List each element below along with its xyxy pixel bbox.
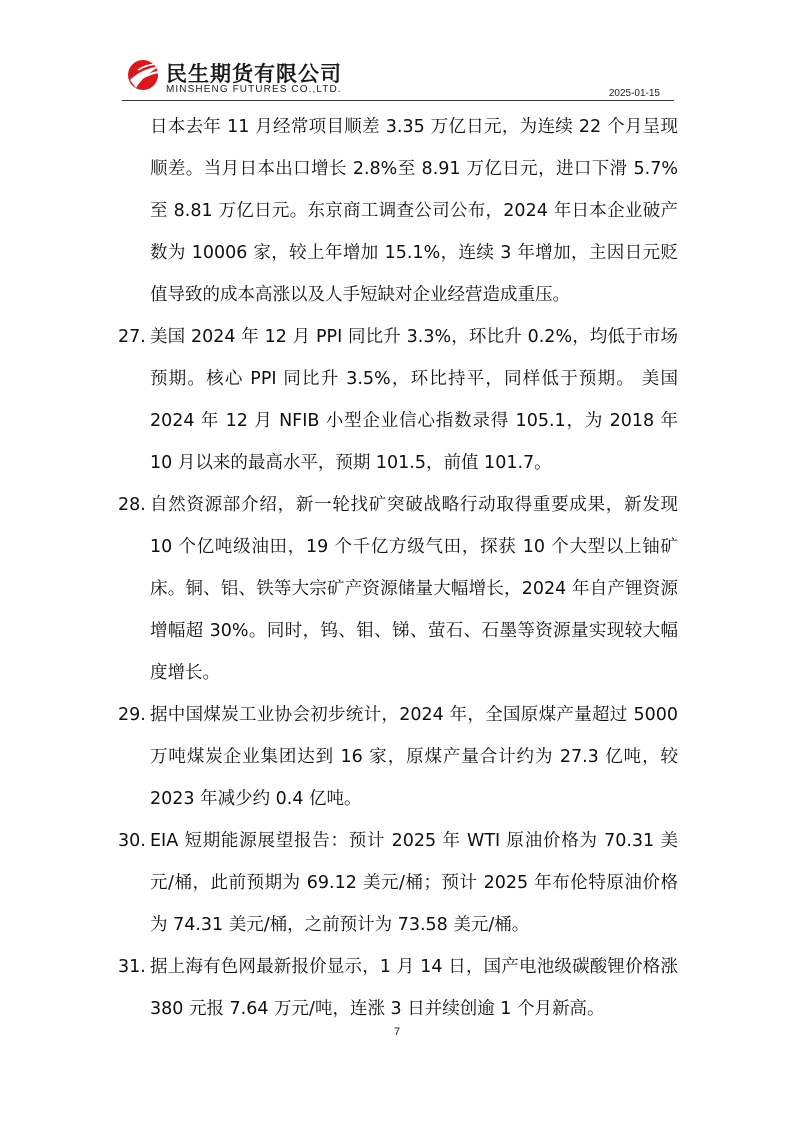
item-number: 31. bbox=[118, 957, 146, 977]
item-number: 27. bbox=[118, 327, 146, 347]
list-item bbox=[118, 484, 678, 694]
company-name-en: MINSHENG FUTURES CO.,LTD. bbox=[166, 84, 342, 95]
item-text: 据中国煤炭工业协会初步统计，2024 年，全国原煤产量超过 5000 万吨煤炭企业集团达到 16 家，原煤产量合计约为 27.3 亿吨，较 2023 年减少约 0.4 亿吨。 bbox=[150, 705, 678, 809]
item-text: EIA 短期能源展望报告：预计 2025 年 WTI 原油价格为 70.31 美元/桶，此前预期为 69.12 美元/桶；预计 2025 年布伦特原油价格为 74.31 美元/桶，之前预计为 73.58 美元/桶。 bbox=[150, 831, 678, 935]
list-item bbox=[118, 106, 678, 316]
item-text: 据上海有色网最新报价显示，1 月 14 日，国产电池级碳酸锂价格涨 380 元报 7.64 万元/吨，连涨 3 日并续创逾 1 个月新高。 bbox=[150, 957, 678, 1019]
company-name-cn: 民生期货有限公司 bbox=[166, 62, 342, 86]
item-text: 日本去年 11 月经常项目顺差 3.35 万亿日元，为连续 22 个月呈现顺差。当月日本出口增长 2.8%至 8.91 万亿日元，进口下滑 5.7%至 8.81 万亿日元。东京商工调查公司公布，2024 年日本企业破产数为 10006 家，较上年增加 15.1%，连续 3 年增加，主因日元贬值导致的成本高涨以及人手短缺对企业经营造成重压。 bbox=[150, 117, 678, 305]
report-date: 2025-01-15 bbox=[608, 88, 660, 99]
item-number: 30. bbox=[118, 831, 146, 851]
minsheng-logo-icon bbox=[126, 58, 162, 92]
list-item bbox=[118, 316, 678, 484]
item-number: 29. bbox=[118, 705, 146, 725]
item-text: 自然资源部介绍，新一轮找矿突破战略行动取得重要成果，新发现 10 个亿吨级油田，19 个千亿方级气田，探获 10 个大型以上铀矿床。铜、铝、铁等大宗矿产资源储量大幅增长，2024 年自产锂资源增幅超 30%。同时，钨、钼、锑、萤石、石墨等资源量实现较大幅度增长。 bbox=[150, 495, 678, 683]
page-header bbox=[122, 52, 674, 102]
list-item bbox=[118, 946, 678, 1030]
page-number: 7 bbox=[393, 1026, 401, 1038]
list-item bbox=[118, 820, 678, 946]
item-number: 28. bbox=[118, 495, 146, 515]
list-item bbox=[118, 694, 678, 820]
page-body bbox=[118, 106, 678, 1030]
item-text: 美国 2024 年 12 月 PPI 同比升 3.3%，环比升 0.2%，均低于市场预期。核心 PPI 同比升 3.5%，环比持平，同样低于预期。 美国 2024 年 12 月 NFIB 小型企业信心指数录得 105.1，为 2018 年 10 月以来的最高水平，预期 101.5，前值 101.7。 bbox=[150, 327, 678, 473]
header-divider bbox=[122, 100, 674, 101]
